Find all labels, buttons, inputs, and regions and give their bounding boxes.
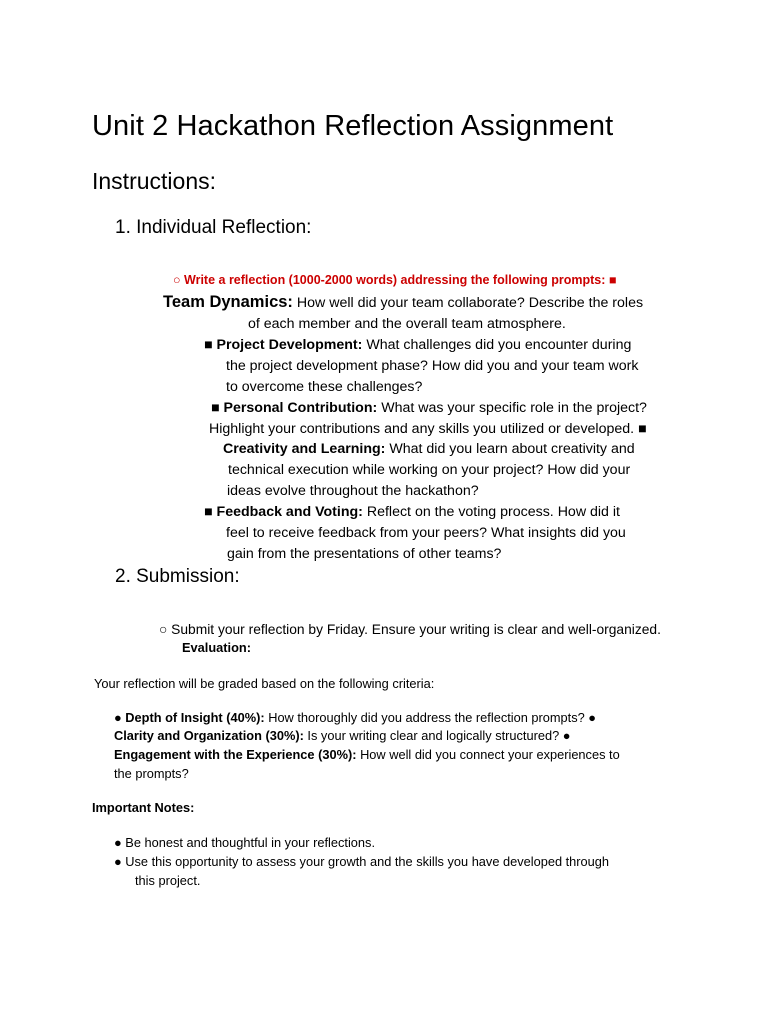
personal-contribution-text: What was your specific role in the project? xyxy=(381,400,647,416)
creativity-learning-item xyxy=(223,439,635,460)
project-development-text: What challenges did you encounter during xyxy=(366,337,632,353)
personal-contribution-text-2: Highlight your contributions and any skills you utilized or developed. ■ xyxy=(209,421,647,437)
engagement-item xyxy=(114,747,620,762)
note-text: Use this opportunity to assess your growth and the skills you have developed through xyxy=(125,854,610,869)
feedback-voting-item xyxy=(204,502,620,523)
creativity-learning-text-3: ideas evolve throughout the hackathon? xyxy=(227,483,479,499)
team-dynamics-text-2: of each member and the overall team atmosphere. xyxy=(248,316,566,332)
project-development-label: Project Development: xyxy=(216,337,363,353)
instructions-heading: Instructions: xyxy=(92,168,216,194)
depth-text: How thoroughly did you address the reflection prompts? ● xyxy=(268,710,597,725)
bullet-icon: ● xyxy=(114,835,122,850)
note-text: Be honest and thoughtful in your reflections. xyxy=(125,835,375,850)
team-dynamics-text: How well did your team collaborate? Describe the roles xyxy=(296,295,644,311)
creativity-learning-text-2: technical execution while working on your project? How did your xyxy=(228,462,631,478)
engagement-label: Engagement with the Experience (30%): xyxy=(114,747,357,762)
engagement-text: How well did you connect your experiences to xyxy=(360,747,620,762)
square-bullet-icon: ■ xyxy=(211,400,220,416)
section1-heading: 1. Individual Reflection: xyxy=(115,217,312,238)
team-dynamics-item xyxy=(163,292,643,314)
depth-label: Depth of Insight (40%): xyxy=(125,710,265,725)
square-bullet-icon: ■ xyxy=(204,337,213,353)
depth-item xyxy=(114,710,596,725)
note-item xyxy=(114,854,609,869)
bullet-icon: ● xyxy=(114,854,122,869)
creativity-learning-text: What did you learn about creativity and xyxy=(389,441,635,457)
personal-contribution-label: Personal Contribution: xyxy=(223,400,378,416)
section2-heading: 2. Submission: xyxy=(115,566,240,587)
prompt-line: ○ Write a reflection (1000-2000 words) addressing the following prompts: ■ xyxy=(173,273,617,287)
clarity-item xyxy=(114,728,571,743)
project-development-text-3: to overcome these challenges? xyxy=(226,379,423,395)
submit-line: ○ Submit your reflection by Friday. Ensure your writing is clear and well-organized. xyxy=(159,622,661,637)
project-development-text-2: the project development phase? How did you and your team work xyxy=(226,358,639,374)
personal-contribution-item xyxy=(211,398,647,419)
feedback-voting-text-3: gain from the presentations of other teams? xyxy=(227,546,502,562)
bullet-icon: ● xyxy=(114,710,122,725)
feedback-voting-text: Reflect on the voting process. How did it xyxy=(366,504,620,520)
evaluation-label: Evaluation: xyxy=(182,640,251,655)
engagement-text-2: the prompts? xyxy=(114,766,189,781)
feedback-voting-label: Feedback and Voting: xyxy=(216,504,363,520)
clarity-text: Is your writing clear and logically structured? ● xyxy=(307,728,571,743)
page-title: Unit 2 Hackathon Reflection Assignment xyxy=(92,110,614,142)
project-development-item xyxy=(204,335,631,356)
note-item xyxy=(114,835,375,850)
grading-intro: Your reflection will be graded based on the following criteria: xyxy=(94,676,435,691)
team-dynamics-label: Team Dynamics: xyxy=(163,293,293,311)
creativity-learning-label: Creativity and Learning: xyxy=(223,441,386,457)
clarity-label: Clarity and Organization (30%): xyxy=(114,728,304,743)
square-bullet-icon: ■ xyxy=(204,504,213,520)
feedback-voting-text-2: feel to receive feedback from your peers? What insights did you xyxy=(226,525,626,541)
note-text-continued: this project. xyxy=(135,873,201,888)
notes-heading: Important Notes: xyxy=(92,800,195,815)
